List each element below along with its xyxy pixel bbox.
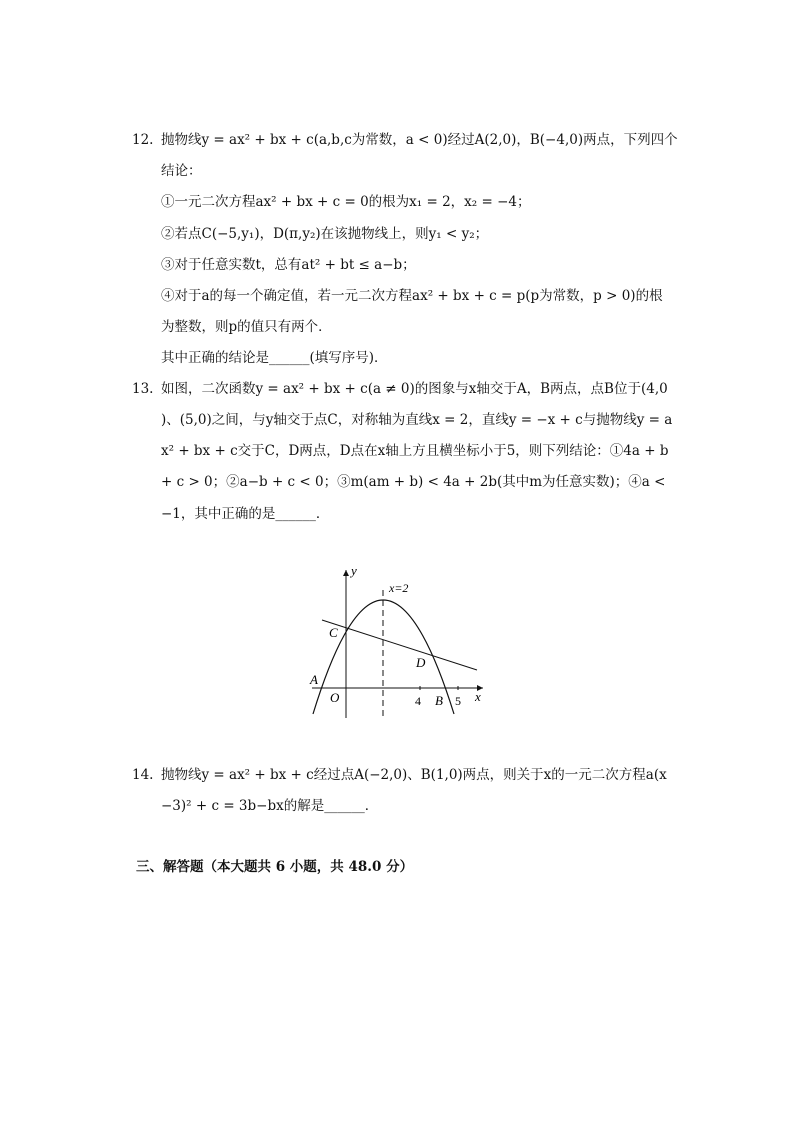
q12-line-1: 抛物线y = ax² + bx + c(a,b,c为常数，a < 0)经过A(2,0)，B(−4,0)两点，下列四个 [161, 132, 678, 148]
q14-line-1: 抛物线y = ax² + bx + c经过点A(−2,0)、B(1,0)两点，则关于x的一元二次方程a(x [161, 767, 667, 783]
question-12-number: 12. [132, 132, 154, 148]
q13-line-3: x² + bx + c交于C，D两点，D点在x轴上方且横坐标小于5，则下列结论：①4a + b [161, 443, 669, 459]
q13-line-1: 如图，二次函数y = ax² + bx + c(a ≠ 0)的图象与x轴交于A，B两点，点B位于(4,0 [161, 381, 668, 397]
tick-4-label: 4 [415, 694, 421, 708]
y-axis-label: y [351, 563, 357, 578]
q14-line-2: −3)² + c = 3b−bx的解是______． [161, 798, 379, 814]
question-13-number: 13. [132, 381, 154, 397]
q12-line-2: 结论： [161, 163, 202, 179]
q12-line-5: ③对于任意实数t，总有at² + bt ≤ a−b； [161, 257, 416, 273]
q13-line-2: )、(5,0)之间，与y轴交于点C，对称轴为直线x = 2，直线y = −x + c与抛物线y = a [161, 412, 673, 428]
q12-line-6: ④对于a的每一个确定值，若一元二次方程ax² + bx + c = p(p为常数，p > 0)的根 [161, 288, 663, 304]
origin-label: O [330, 690, 340, 705]
q12-line-8: 其中正确的结论是______(填写序号)． [161, 350, 388, 366]
point-c-label: C [329, 625, 338, 640]
point-d-label: D [416, 655, 426, 670]
q12-line-3: ①一元二次方程ax² + bx + c = 0的根为x₁ = 2，x₂ = −4； [161, 194, 531, 210]
q12-line-7: 为整数，则p的值只有两个． [161, 319, 332, 335]
q13-line-5: −1，其中正确的是______． [161, 506, 330, 522]
point-a-label: A [310, 672, 318, 687]
q12-line-4: ②若点C(−5,y₁)，D(π,y₂)在该抛物线上，则y₁ < y₂； [161, 226, 489, 242]
symmetry-axis-label: x=2 [389, 581, 409, 595]
point-b-label: B [435, 693, 443, 708]
x-axis-label: x [475, 689, 481, 704]
q13-line-4: + c > 0；②a−b + c < 0；③m(am + b) < 4a + 2b(其中m为任意实数)；④a < [161, 474, 666, 490]
line-y-neg-x-plus-c [322, 620, 477, 670]
section-3-heading: 三、解答题（本大题共 6 小题，共 48.0 分） [136, 859, 414, 875]
tick-5-label: 5 [455, 694, 461, 708]
question-14-number: 14. [132, 767, 154, 783]
